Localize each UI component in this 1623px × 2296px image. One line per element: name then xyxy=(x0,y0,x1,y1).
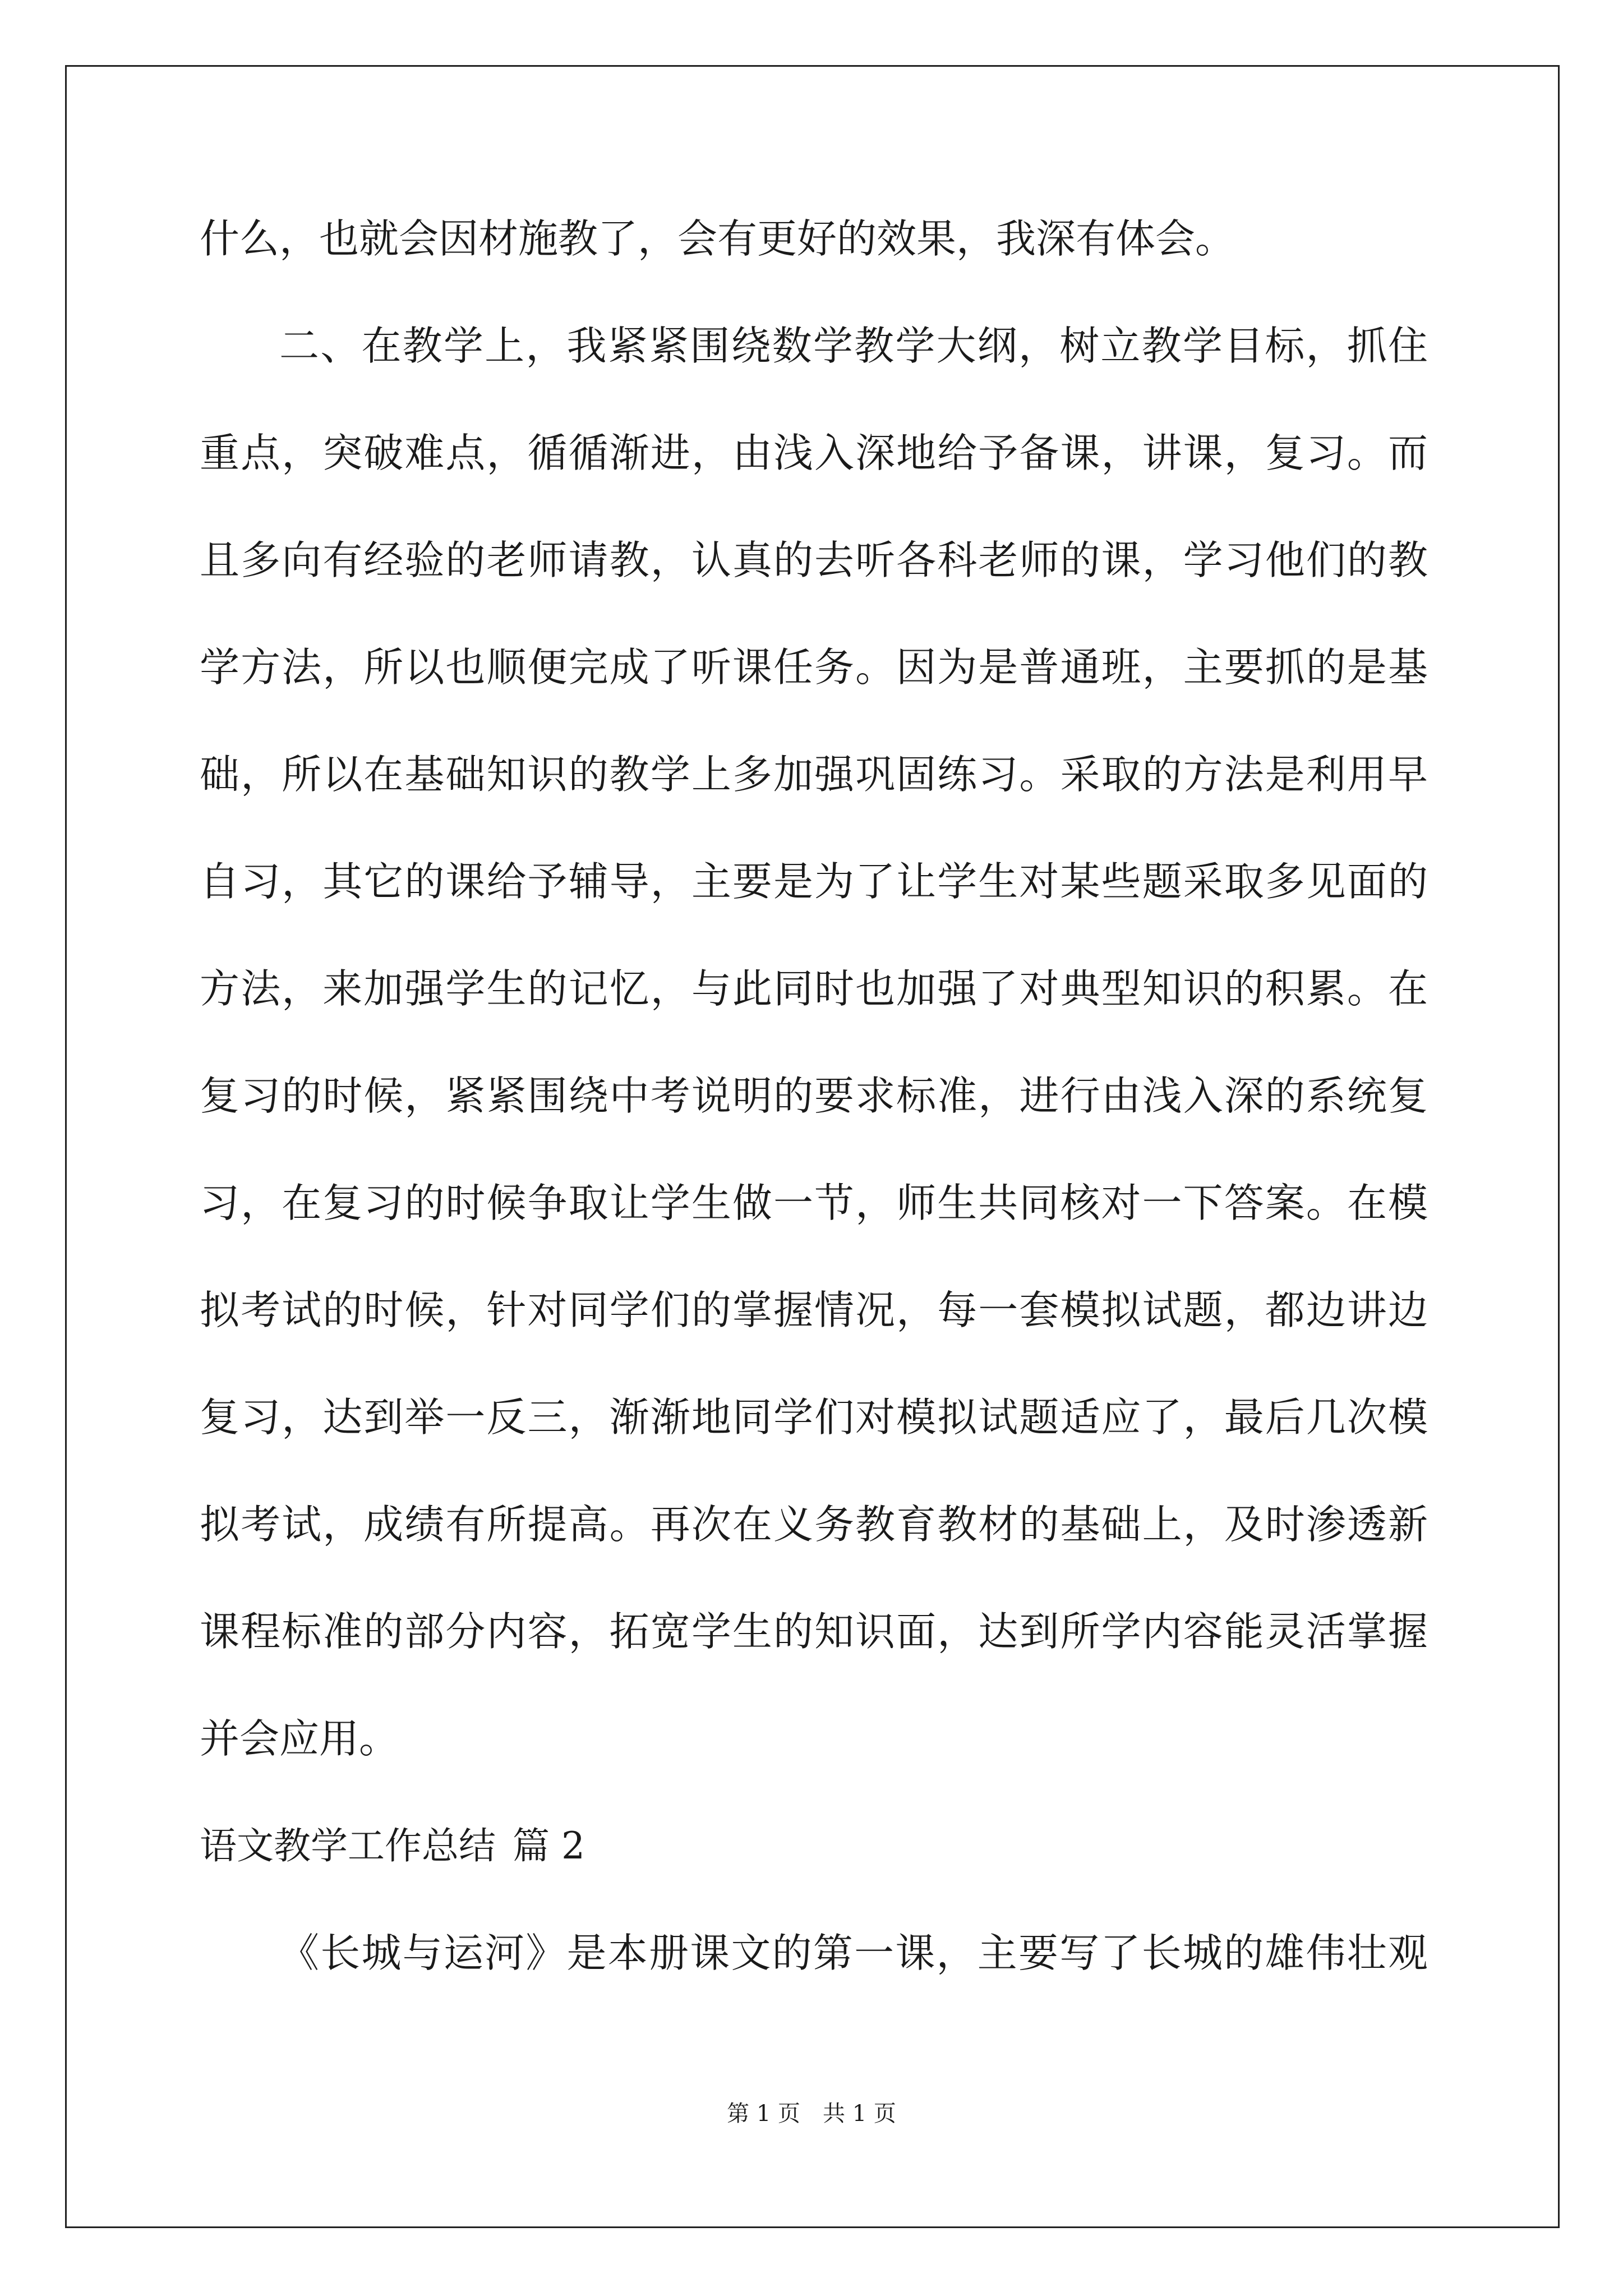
text-line: 什么，也就会因材施教了，会有更好的效果，我深有体会。 xyxy=(200,215,1235,262)
text-line: 重点，突破难点，循循渐进，由浅入深地给予备课，讲课，复习。而 xyxy=(200,430,1428,476)
text-line: 并会应用。 xyxy=(200,1715,399,1762)
page-number: 第 1 页 xyxy=(727,2101,800,2127)
page-total: 共 1 页 xyxy=(823,2101,896,2127)
text-line: 拟考试的时候，针对同学们的掌握情况，每一套模拟试题，都边讲边 xyxy=(200,1287,1428,1333)
section-title: 语文教学工作总结 xyxy=(200,1824,496,1867)
text-line: 且多向有经验的老师请教，认真的去听各科老师的课，学习他们的教 xyxy=(200,537,1428,583)
text-line: 拟考试，成绩有所提高。再次在义务教育教材的基础上，及时渗透新 xyxy=(200,1501,1428,1548)
text-line: 础，所以在基础知识的教学上多加强巩固练习。采取的方法是利用早 xyxy=(200,751,1428,798)
text-line: 二、在教学上，我紧紧围绕数学教学大纲，树立教学目标，抓住 xyxy=(279,323,1428,369)
text-line: 自习，其它的课给予辅导，主要是为了让学生对某些题采取多见面的 xyxy=(200,858,1428,905)
document-body xyxy=(200,185,1428,2007)
text-line: 《长城与运河》是本册课文的第一课，主要写了长城的雄伟壮观 xyxy=(279,1930,1428,1976)
section-part-label: 篇 2 xyxy=(513,1824,585,1867)
text-line: 学方法，所以也顺便完成了听课任务。因为是普通班，主要抓的是基 xyxy=(200,644,1428,691)
section-heading xyxy=(200,1792,1428,1899)
text-line: 习，在复习的时候争取让学生做一节，师生共同核对一下答案。在模 xyxy=(200,1180,1428,1226)
text-line: 复习的时候，紧紧围绕中考说明的要求标准，进行由浅入深的系统复 xyxy=(200,1073,1428,1119)
text-line: 课程标准的部分内容，拓宽学生的知识面，达到所学内容能灵活掌握 xyxy=(200,1608,1428,1655)
page-footer xyxy=(0,2097,1623,2131)
text-line: 复习，达到举一反三，渐渐地同学们对模拟试题适应了，最后几次模 xyxy=(200,1394,1428,1441)
text-line: 方法，来加强学生的记忆，与此同时也加强了对典型知识的积累。在 xyxy=(200,965,1428,1012)
